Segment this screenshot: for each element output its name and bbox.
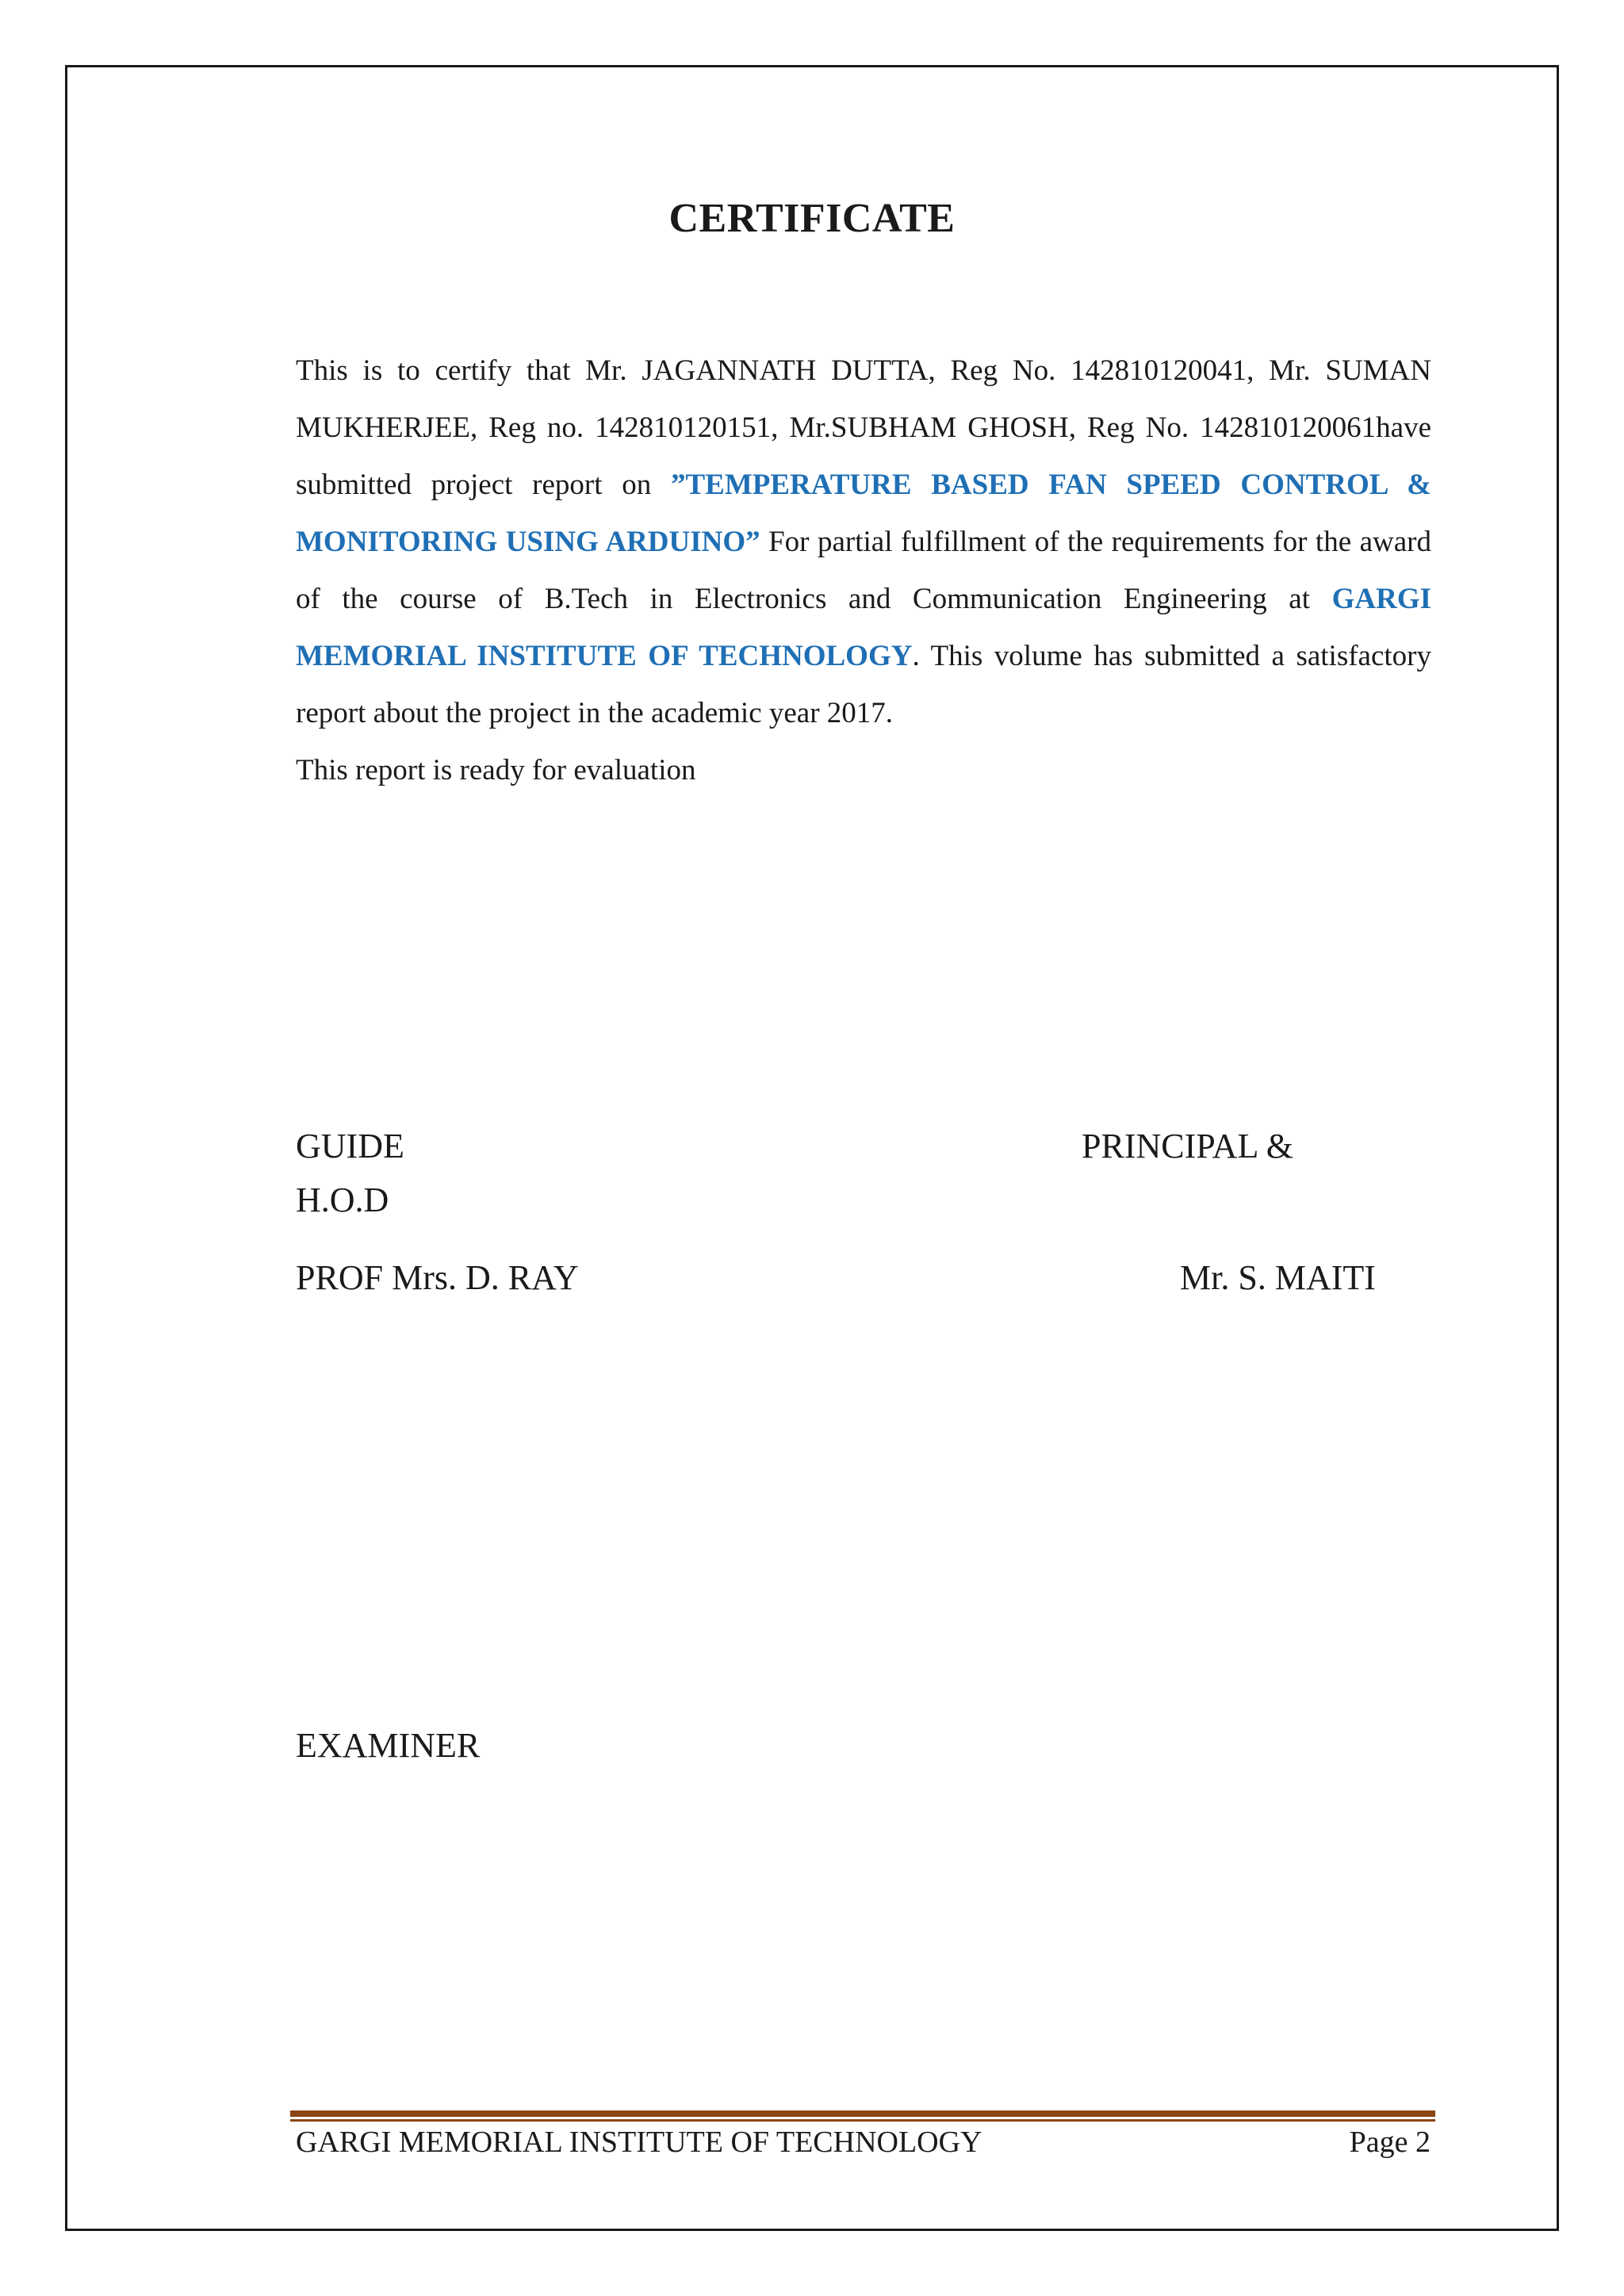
body-text-segment-3: . This volume has submitted a satisfactory report about the project in the academic year 2017. bbox=[296, 640, 1431, 729]
hod-label: H.O.D bbox=[296, 1181, 389, 1219]
principal-label: PRINCIPAL & bbox=[1082, 1127, 1293, 1165]
certificate-title: CERTIFICATE bbox=[668, 196, 956, 241]
footer-rule bbox=[290, 2110, 1435, 2117]
principal-name: Mr. S. MAITI bbox=[1180, 1258, 1376, 1297]
body-text-segment-2: For partial fulfillment of the requirements for the award of the course of B.Tech in Electronics and Communication Engineering at bbox=[296, 526, 1431, 615]
guide-label: GUIDE bbox=[296, 1127, 404, 1165]
examiner-label: EXAMINER bbox=[296, 1726, 481, 1765]
institute-name: GARGI MEMORIAL INSTITUTE OF TECHNOLOGY bbox=[296, 583, 1431, 672]
footer-rule-thin bbox=[290, 2119, 1435, 2122]
footer-page-number: Page 2 bbox=[1349, 2126, 1431, 2159]
body-text-segment-1: This is to certify that Mr. JAGANNATH DUTTA, Reg No. 142810120041, Mr. SUMAN MUKHERJEE, Reg no. 142810120151, Mr.SUBHAM GHOSH, Reg No. 142810120061have submitted project report on bbox=[296, 354, 1431, 501]
ready-for-evaluation-line: This report is ready for evaluation bbox=[296, 754, 696, 786]
certificate-body bbox=[296, 342, 1431, 799]
guide-name: PROF Mrs. D. RAY bbox=[296, 1258, 579, 1297]
certificate-paragraph bbox=[296, 342, 1431, 742]
footer-institute: GARGI MEMORIAL INSTITUTE OF TECHNOLOGY bbox=[296, 2126, 982, 2159]
project-title: ”TEMPERATURE BASED FAN SPEED CONTROL & MONITORING USING ARDUINO” bbox=[296, 469, 1431, 558]
